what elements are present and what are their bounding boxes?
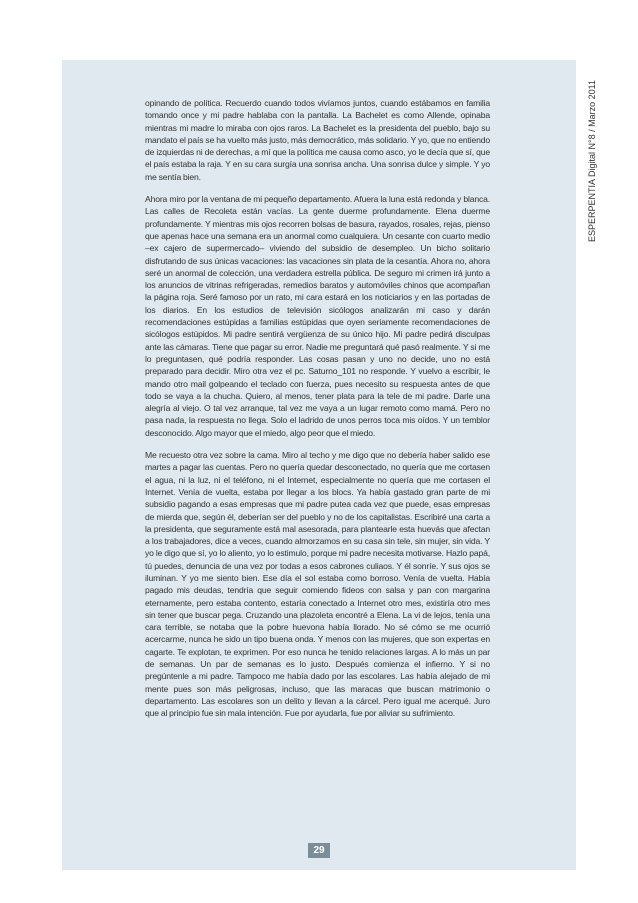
publication-header [585,62,605,262]
article-body [145,97,490,730]
publication-title: ESPERPENTIA Digital N°8 / Marzo 2011 [587,80,597,242]
paragraph: opinando de política. Recuerdo cuando todos vivíamos juntos, cuando estábamos en familia tomando once y mi padre hablaba con la pantalla. La Bachelet es como Allende, opinaba mientras mi madre lo miraba con ojos raros. La Bachelet es la presidenta del pueblo, bajo su mandato el país se ha vuelto más justo, más democrático, más solidario. Y yo, que no entiendo de izquierdas ni de derechas, a mí que la política me causa como asco, yo le decía que sí, que el país estaba la raja. Y en su cara surgía una sonrisa ancha. Una sonrisa dulce y simple. Y yo me sentía bien. [145,98,490,182]
paragraph: Me recuesto otra vez sobre la cama. Miro al techo y me digo que no debería haber salido ese martes a pagar las cuentas. Pero no quería quedar desconectado, no quería que me cortasen el agua, ni la luz, ni el teléfono, ni el Internet, especialmente no quería que me cortasen el Internet. Venía de vuelta, estaba por llegar a los blocs. Ya había gastado gran parte de mi subsidio pagando a esas empresas que mi padre putea cada vez que puede, esas empresas de mierda que, según él, deberían ser del pueblo y no de los capitalistas. Escribiré una carta a la presidenta, que seguramente está mal asesorada, para plantearle esta huevás que afectan a los trabajadores, dice a veces, cuando almorzamos en su casa sin tele, sin mujer, sin vida. Y yo le digo que sí, yo lo aliento, yo lo estimulo, porque mi padre necesita motivarse. Hazlo papá, tú puedes, denuncia de una vez por todas a esos cabrones culiaos. Y él sonríe. Y sus ojos se iluminan. Y yo me siento bien. Ese día el sol estaba como borroso. Venía de vuelta. Había pagado mis deudas, tendría que seguir comiendo fideos con salsa y pan con margarina eternamente, pero estaba contento, estaría conectado a Internet otro mes, existiría otro mes sin tener que buscar pega. Cruzando una plazoleta encontré a Elena. La vi de lejos, tenía una cara terrible, se notaba que la pobre huevona había llorado. No sé cómo se me ocurrió acercarme, nunca he sido un tipo buena onda. Y menos con las mujeres, que son expertas en cagarte. Te explotan, te exprimen. Por eso nunca he tenido relaciones largas. A lo más un par de semanas. Un par de semanas es lo justo. Después comienza el infierno. Y si no pregúntenle a mi padre. Tampoco me había dado por las escolares. Las había alejado de mi mente pues son más peligrosas, incluso, que las maracas que buscan matrimonio o departamento. Las escolares son un delito y llevan a la cárcel. Pero igual me acerqué. Juro que al principio fue sin mala intención. Fue por ayudarla, fue por aliviar su sufrimiento. [145,450,490,719]
page-number: 29 [308,843,330,858]
paragraph: Ahora miro por la ventana de mi pequeño departamento. Afuera la luna está redonda y blanca. Las calles de Recoleta están vacías. La gente duerme profundamente. Elena duerme profundamente. Y mientras mis ojos recorren bolsas de basura, rayados, rosales, rejas, pienso que apenas hace una semana era un anormal como cualquiera. Un cesante con cuarto medio –ex cajero de supermercado– viviendo del subsidio de desempleo. Un bicho solitario disfrutando de sus únicas vacaciones: las vacaciones sin plata de la cesantía. Ahora no, ahora seré un anormal de colección, una verdadera estrella pública. De seguro mi crimen irá junto a los anuncios de vitrinas refrigeradas, remedios baratos y automóviles chinos que acompañan la página roja. Seré famoso por un rato, mi cara estará en los noticiarios y en las portadas de los diarios. En los estudios de televisión sicólogos analizarán mi caso y darán recomendaciones estúpidas a familias estúpidas que oyen seriamente recomendaciones de sicólogos estúpidos. Mi padre sentirá vergüenza de su único hijo. Mi padre pedirá disculpas ante las cámaras. Tiene que pagar su error. Nadie me preguntará qué pasó realmente. Y si me lo preguntasen, qué podría responder. Las cosas pasan y uno no decide, uno no está preparado para decidir. Miro otra vez el pc. Saturno_101 no responde. Y vuelvo a escribir, le mando otro mail golpeando el teclado con fuerza, pues necesito su respuesta antes de que todo se vaya a la chucha. Quiero, al menos, tener plata para la tele de mi padre. Darle una alegría al viejo. O tal vez arranque, tal vez me vaya a un lugar remoto como mamá. Pero no pasa nada, la respuesta no llega. Solo el ladrido de unos perros toca mis oídos. Y un temblor desconocido. Algo mayor que el miedo, algo peor que el miedo. [145,194,490,438]
